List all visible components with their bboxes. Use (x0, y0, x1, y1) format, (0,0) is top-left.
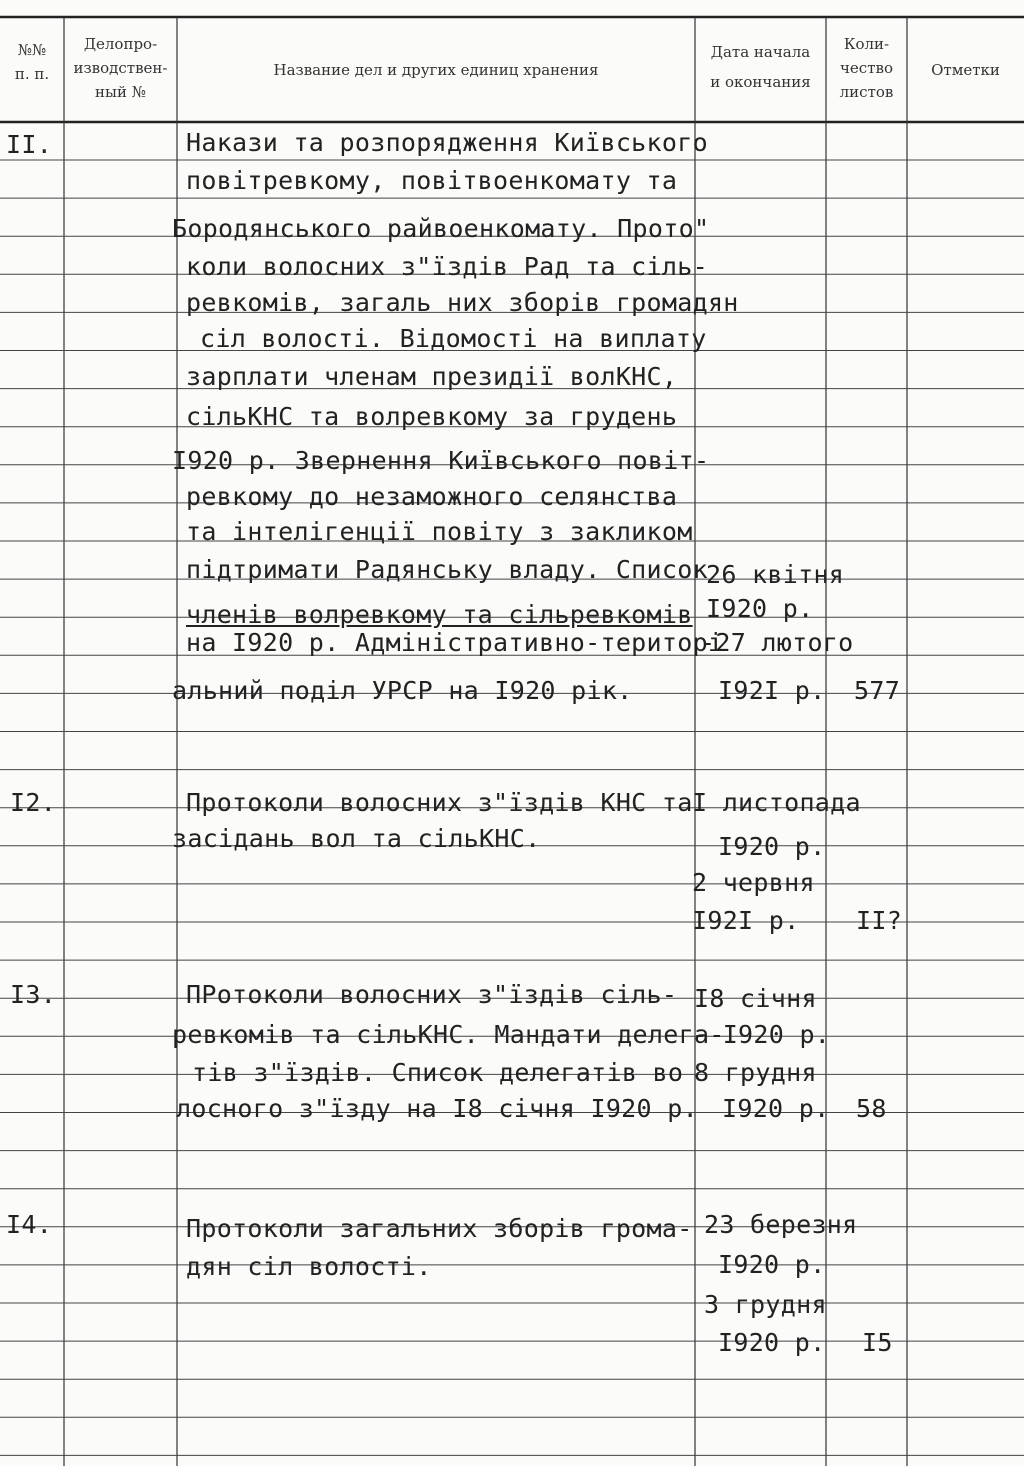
title-line: та інтелігенції повіту з закликом (186, 517, 693, 546)
date-line: 26 квітня (706, 560, 845, 589)
title-line: ревкомів, загаль них зборів громадян (186, 288, 739, 317)
title-line: засідань вол та сільКНС. (172, 824, 541, 853)
title-line: сіл волості. Відомості на виплату (200, 324, 707, 353)
title-line: альний поділ УРСР на I920 рік. (172, 676, 633, 705)
date-line: I920 р. (706, 594, 814, 623)
title-line: зарплати членам президії волКНС, (186, 362, 678, 391)
date-line: 23 березня (704, 1210, 858, 1239)
title-line: ревкомів та сільКНС. Мандати делега- (172, 1020, 725, 1049)
date-line: I920 р. (718, 1250, 826, 1279)
title-line: Протоколи волосних з"їздів КНС та (186, 788, 693, 817)
date-line: I8 січня (694, 984, 817, 1013)
sheet-count: I5 (862, 1328, 893, 1357)
date-line: 8 грудня (694, 1058, 817, 1087)
title-line: сільКНС та волревкому за грудень (186, 402, 678, 431)
header-col-office-line3: ный № (95, 83, 146, 101)
title-line: Бородянського райвоенкомату. Прото" (172, 214, 710, 243)
header-col-office-line1: Делопро- (83, 35, 158, 53)
header-col-count-line1: Коли- (843, 35, 890, 53)
header-col-office-line2: изводствен- (73, 59, 168, 77)
sheet-count: II? (856, 906, 903, 935)
date-line: I92I р. (692, 906, 800, 935)
title-line: тів з"їздів. Список делегатів во (192, 1058, 684, 1087)
header-col-dates (695, 40, 826, 94)
entry-number: I3. (10, 980, 57, 1009)
header-col-dates-line1: Дата начала (710, 43, 811, 61)
header-col-count-line2: чество (840, 59, 893, 77)
header-col-office (64, 32, 177, 104)
title-line: дян сіл волості. (186, 1252, 432, 1281)
entry-number: I4. (6, 1210, 53, 1239)
date-line: I92I р. (718, 676, 826, 705)
title-line: ПРотоколи волосних з"їздів сіль- (186, 980, 678, 1009)
title-line: ревкому до незаможного селянства (186, 482, 678, 511)
date-line: I листопада (692, 788, 861, 817)
sheet-count: 577 (854, 676, 901, 705)
sheet-count: 58 (856, 1094, 887, 1123)
date-line: - I920 р. (692, 1020, 831, 1049)
header-col-count-line3: листов (839, 83, 894, 101)
header-col-count (826, 32, 907, 104)
entry-number: I2. (10, 788, 57, 817)
title-line: Протоколи загальних зборів грома- (186, 1214, 693, 1243)
title-line: I920 р. Звернення Київського повіт- (172, 446, 710, 475)
title-line: коли волосних з"їздів Рад та сіль- (186, 252, 708, 281)
date-line: 2 червня (692, 868, 815, 897)
header-col-dates-line2: и окончания (710, 73, 811, 91)
header-col-number-line2: п. п. (14, 65, 50, 83)
header-col-number-line1: №№ (17, 41, 47, 59)
title-line: Накази та розпорядження Київського (186, 128, 708, 157)
title-line: підтримати Радянську владу. Список (186, 555, 708, 584)
header-col-notes: Отметки (931, 61, 1000, 79)
date-line: -27 лютого (700, 628, 854, 657)
title-line: лосного з"їзду на I8 січня I920 р. (176, 1094, 698, 1123)
entry-number: II. (6, 130, 53, 159)
date-line: I920 р. (722, 1094, 830, 1123)
title-line: членів волревкому та сільревкомів (186, 600, 693, 629)
title-line: на I920 р. Адміністративно-територі (186, 628, 724, 657)
header-col-title: Название дел и других единиц хранения (273, 61, 599, 79)
title-line: повітревкому, повітвоенкомату та (186, 166, 678, 195)
date-line: I920 р. (718, 832, 826, 861)
date-line: 3 грудня (704, 1290, 827, 1319)
date-line: I920 р. (718, 1328, 826, 1357)
header-col-number (0, 38, 64, 86)
